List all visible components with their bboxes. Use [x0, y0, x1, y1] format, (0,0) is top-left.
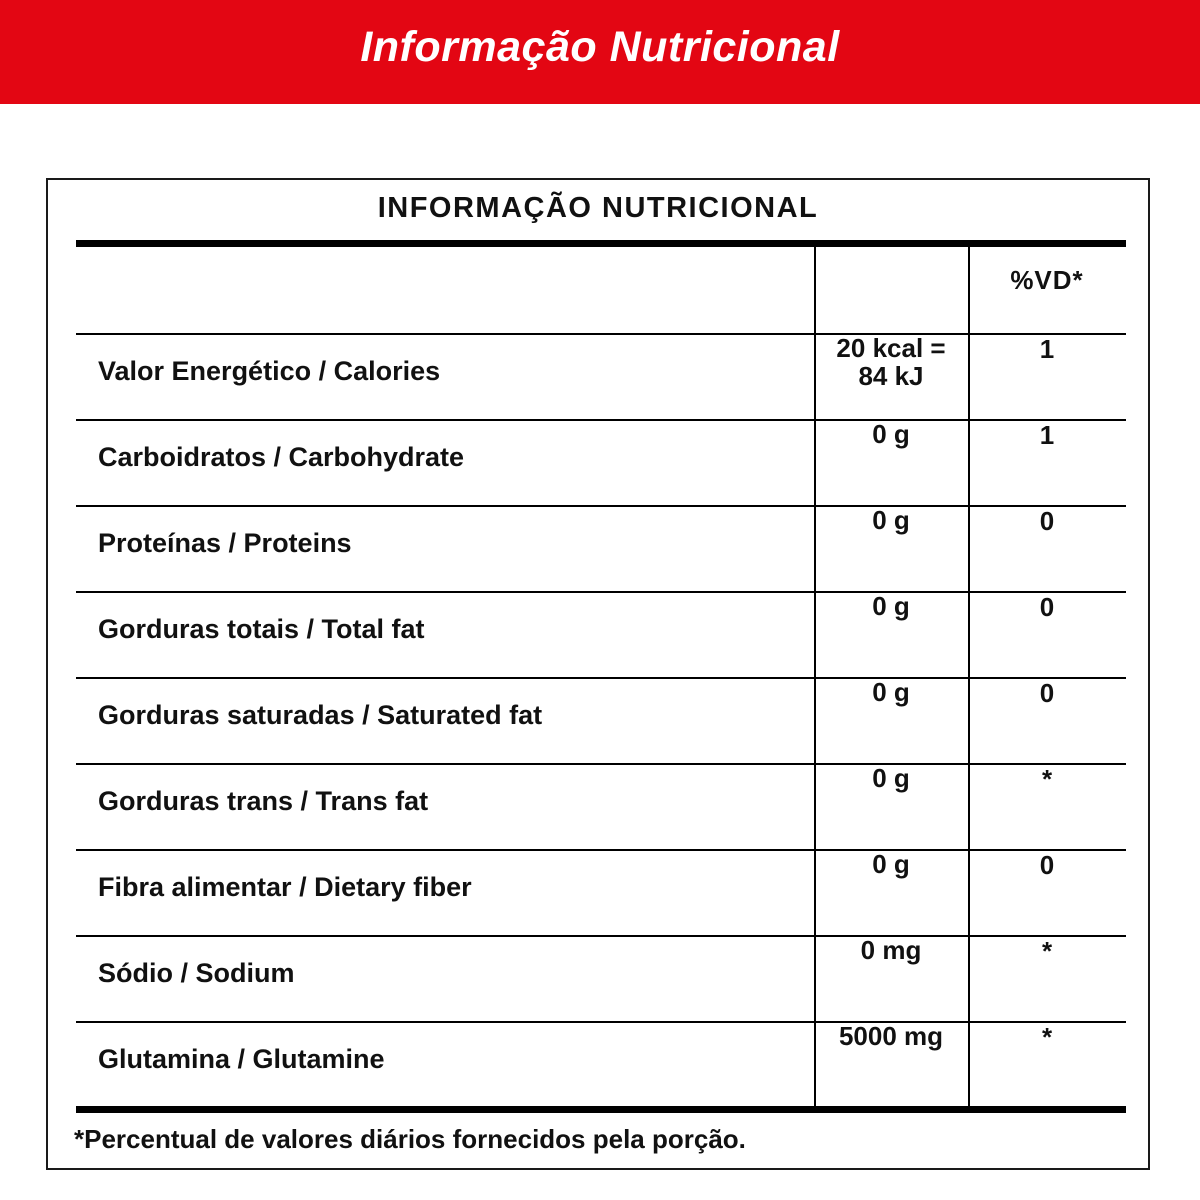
footnote: *Percentual de valores diários fornecidos pela porção.	[74, 1124, 746, 1154]
row-divider	[76, 763, 1126, 765]
row-divider	[76, 1021, 1126, 1023]
nutrient-label: Proteínas / Proteins	[98, 528, 352, 558]
nutrient-label: Glutamina / Glutamine	[98, 1044, 385, 1074]
nutrient-vd: 1	[1039, 420, 1055, 450]
nutrient-vd: 0	[1039, 850, 1055, 880]
header-banner	[0, 0, 1200, 104]
nutrition-facts-panel	[46, 178, 1150, 1170]
nutrient-vd: 0	[1039, 592, 1055, 622]
nutrient-amount: 0 g	[872, 591, 910, 621]
nutrient-amount: 0 g	[872, 505, 910, 535]
nutrient-label: Carboidratos / Carbohydrate	[98, 442, 465, 472]
nutrient-amount: 0 g	[872, 419, 910, 449]
nutrient-label: Gorduras totais / Total fat	[98, 614, 425, 644]
vd-column-header: %VD*	[1010, 265, 1084, 295]
nutrient-amount: 0 g	[872, 677, 910, 707]
nutrient-amount: 0 g	[872, 763, 910, 793]
nutrient-amount: 0 g	[872, 849, 910, 879]
nutrient-amount: 5000 mg	[838, 1021, 944, 1051]
nutrient-label: Sódio / Sodium	[98, 958, 295, 988]
top-rule	[76, 240, 1126, 247]
nutrient-vd: 0	[1039, 678, 1055, 708]
row-divider	[76, 935, 1126, 937]
nutrient-vd: *	[1041, 936, 1053, 966]
nutrient-vd: *	[1041, 764, 1053, 794]
table-title: INFORMAÇÃO NUTRICIONAL	[377, 192, 819, 224]
nutrient-vd: *	[1041, 1022, 1053, 1052]
amount-line: 84 kJ	[858, 361, 924, 391]
row-divider	[76, 505, 1126, 507]
nutrient-vd: 1	[1039, 334, 1055, 364]
nutrient-label: Gorduras saturadas / Saturated fat	[98, 700, 543, 730]
row-divider	[76, 591, 1126, 593]
row-divider	[76, 333, 1126, 335]
nutrient-label: Valor Energético / Calories	[98, 356, 441, 386]
banner-title: Informação Nutricional	[360, 22, 840, 71]
bottom-rule	[76, 1106, 1126, 1113]
nutrient-vd: 0	[1039, 506, 1055, 536]
nutrient-amount	[814, 334, 968, 390]
nutrient-label: Fibra alimentar / Dietary fiber	[98, 872, 472, 902]
nutrient-label: Gorduras trans / Trans fat	[98, 786, 429, 816]
nutrient-amount: 0 mg	[860, 935, 922, 965]
row-divider	[76, 677, 1126, 679]
row-divider	[76, 849, 1126, 851]
amount-line: 20 kcal =	[836, 333, 946, 363]
row-divider	[76, 419, 1126, 421]
